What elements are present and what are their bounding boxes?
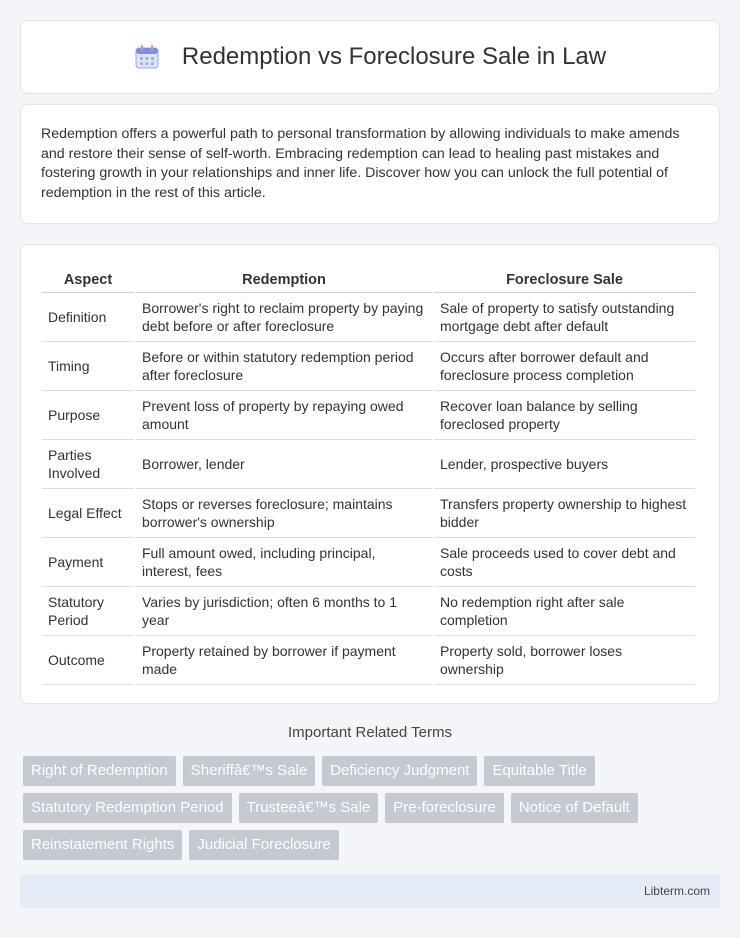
foreclosure-cell: Sale of property to satisfy outstanding mortgage debt after default	[434, 293, 695, 342]
aspect-cell: Parties Involved	[42, 440, 134, 489]
foreclosure-cell: Property sold, borrower loses ownership	[434, 636, 695, 685]
footer	[20, 874, 720, 908]
calendar-icon	[134, 44, 160, 70]
aspect-cell: Definition	[42, 293, 134, 342]
table-row	[42, 391, 695, 440]
table-row	[42, 587, 695, 636]
aspect-cell: Timing	[42, 342, 134, 391]
footer-site-link[interactable]: Libterm.com	[643, 884, 710, 898]
foreclosure-cell: Recover loan balance by selling foreclosed property	[434, 391, 695, 440]
table-row	[42, 489, 695, 538]
redemption-cell: Varies by jurisdiction; often 6 months to 1 year	[136, 587, 432, 636]
header-foreclosure-sale: Foreclosure Sale	[434, 265, 695, 293]
related-term-tag[interactable]: Statutory Redemption Period	[23, 793, 232, 823]
redemption-cell: Prevent loss of property by repaying owed amount	[136, 391, 432, 440]
comparison-table-card	[20, 244, 720, 704]
table-row	[42, 636, 695, 685]
foreclosure-cell: No redemption right after sale completion	[434, 587, 695, 636]
foreclosure-cell: Lender, prospective buyers	[434, 440, 695, 489]
intro-card	[20, 104, 720, 224]
table-header-row	[42, 265, 695, 293]
related-terms-list	[23, 756, 723, 867]
header-redemption: Redemption	[136, 265, 432, 293]
related-terms-title: Important Related Terms	[288, 724, 452, 741]
table-row	[42, 440, 695, 489]
redemption-cell: Property retained by borrower if payment made	[136, 636, 432, 685]
redemption-cell: Stops or reverses foreclosure; maintains borrower's ownership	[136, 489, 432, 538]
table-row	[42, 293, 695, 342]
foreclosure-cell: Sale proceeds used to cover debt and costs	[434, 538, 695, 587]
aspect-cell: Statutory Period	[42, 587, 134, 636]
comparison-table	[40, 265, 697, 685]
related-term-tag[interactable]: Deficiency Judgment	[322, 756, 477, 786]
header-card	[20, 20, 720, 94]
page-title: Redemption vs Foreclosure Sale in Law	[181, 43, 607, 70]
aspect-cell: Payment	[42, 538, 134, 587]
redemption-cell: Full amount owed, including principal, interest, fees	[136, 538, 432, 587]
redemption-cell: Borrower's right to reclaim property by paying debt before or after foreclosure	[136, 293, 432, 342]
aspect-cell: Legal Effect	[42, 489, 134, 538]
foreclosure-cell: Occurs after borrower default and foreclosure process completion	[434, 342, 695, 391]
related-term-tag[interactable]: Reinstatement Rights	[23, 830, 182, 860]
foreclosure-cell: Transfers property ownership to highest bidder	[434, 489, 695, 538]
redemption-cell: Before or within statutory redemption period after foreclosure	[136, 342, 432, 391]
related-term-tag[interactable]: Equitable Title	[484, 756, 594, 786]
related-term-tag[interactable]: Notice of Default	[511, 793, 638, 823]
aspect-cell: Purpose	[42, 391, 134, 440]
related-term-tag[interactable]: Right of Redemption	[23, 756, 176, 786]
related-term-tag[interactable]: Pre-foreclosure	[385, 793, 504, 823]
table-row	[42, 342, 695, 391]
redemption-cell: Borrower, lender	[136, 440, 432, 489]
related-term-tag[interactable]: Judicial Foreclosure	[189, 830, 338, 860]
related-term-tag[interactable]: Trusteeâ€™s Sale	[239, 793, 379, 823]
related-term-tag[interactable]: Sheriffâ€™s Sale	[183, 756, 315, 786]
header-aspect: Aspect	[42, 265, 134, 293]
aspect-cell: Outcome	[42, 636, 134, 685]
table-row	[42, 538, 695, 587]
intro-text: Redemption offers a powerful path to personal transformation by allowing individuals to make amends and restore their sense of self-worth. Embracing redemption can lead to healing past mistakes and fostering growth in your relationships and inner life. Discover how you can unlock the full potential of redemption in the rest of this article.	[41, 126, 680, 201]
